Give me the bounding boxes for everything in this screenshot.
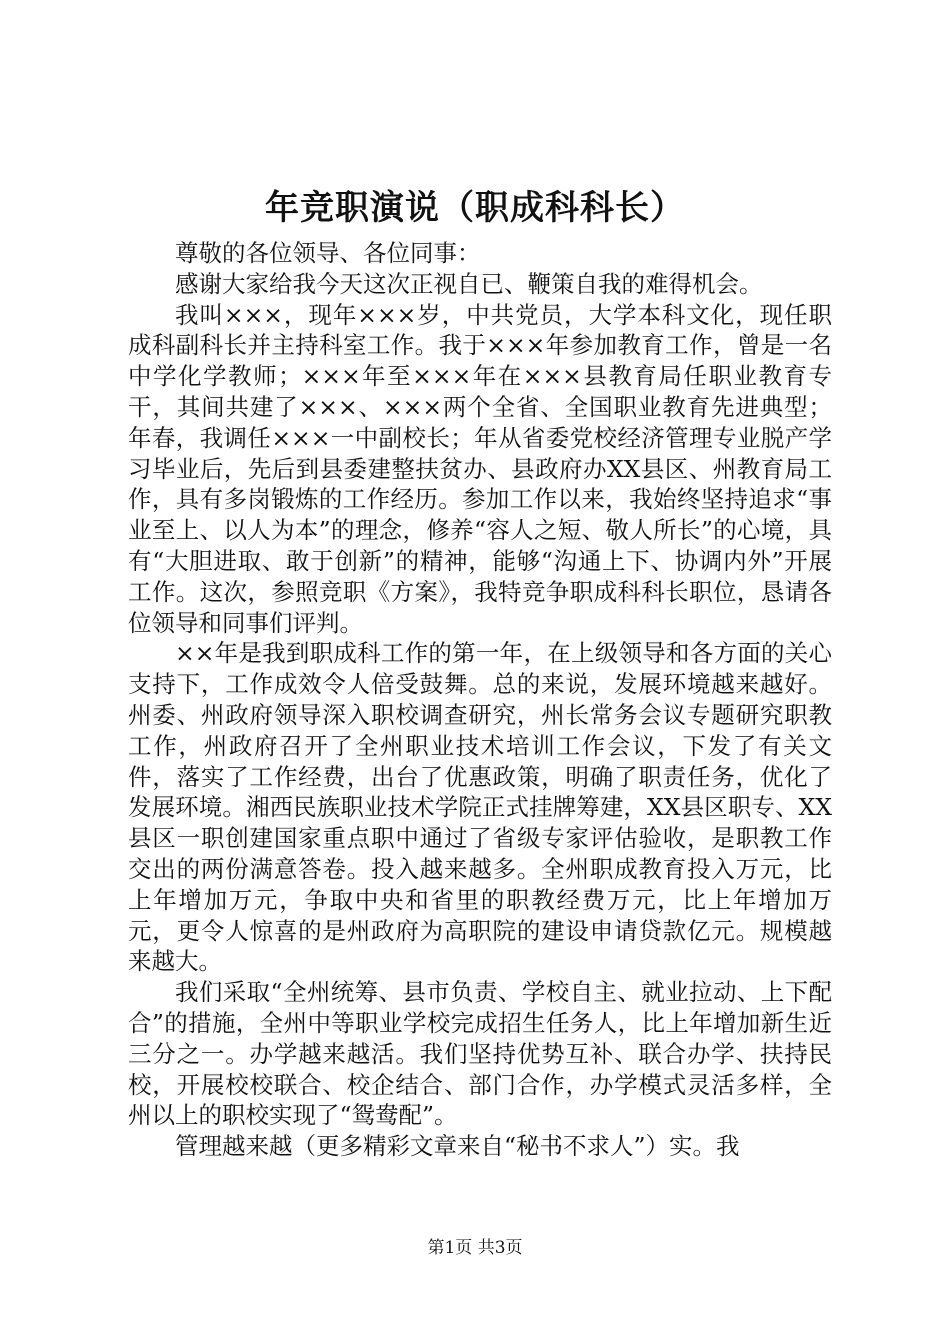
document-title: 年竞职演说（职成科科长） <box>265 188 685 228</box>
paragraph-management: 管理越来越（更多精彩文章来自“秘书不求人”）实。我 <box>175 1132 740 1161</box>
paragraph-measures: 我们采取“全州统筹、县市负责、学校自主、就业拉动、上下配合”的措施，全州中等职业学校完成招生任务人，比上年增加新生近三分之一。办学越来越活。我们坚持优势互补、联合办学、扶持民校，开展校校联合、校企结合、部门合作，办学模式灵活多样，全州以上的职校实现了“鸳鸯配”。 <box>128 978 832 1130</box>
paragraph-achievements: ××年是我到职成科工作的第一年，在上级领导和各方面的关心支持下，工作成效令人倍受鼓舞。总的来说，发展环境越来越好。州委、州政府领导深入职校调查研究，州长常务会议专题研究职教工作，州政府召开了全州职业技术培训工作会议，下发了有关文件，落实了工作经费，出台了优惠政策，明确了职责任务，优化了发展环境。湘西民族职业技术学院正式挂牌筹建，XX县区职专、XX县区一职创建国家重点职中通过了省级专家评估验收，是职教工作交出的两份满意答卷。投入越来越多。全州职成教育投入万元，比上年增加万元，争取中央和省里的职教经费万元，比上年增加万元，更令人惊喜的是州政府为高职院的建设申请贷款亿元。规模越来越大。 <box>128 639 832 976</box>
paragraph-salutation: 尊敬的各位领导、各位同事： <box>175 239 481 267</box>
page-footer: 第1页 共3页 <box>427 1238 523 1258</box>
paragraph-introduction: 我叫×××，现年×××岁，中共党员，大学本科文化，现任职成科副科长并主持科室工作。我于×××年参加教育工作，曾是一名中学化学教师；×××年至×××年在×××县教育局任职业教育专干，其间共建了×××、×××两个全省、全国职业教育先进典型；年春，我调任×××一中副校长；年从省委党校经济管理专业脱产学习毕业后，先后到县委建整扶贫办、县政府办XX县区、州教育局工作，具有多岗锻炼的工作经历。参加工作以来，我始终坚持追求“事业至上、以人为本”的理念，修养“容人之短、敬人所长”的心境，具有“大胆进取、敢于创新”的精神，能够“沟通上下、协调内外”开展工作。这次，参照竞职《方案》，我特竞争职成科科长职位，恳请各位领导和同事们评判。 <box>128 300 832 637</box>
paragraph-thanks: 感谢大家给我今天这次正视自已、鞭策自我的难得机会。 <box>175 269 763 298</box>
document-body <box>128 238 832 1162</box>
